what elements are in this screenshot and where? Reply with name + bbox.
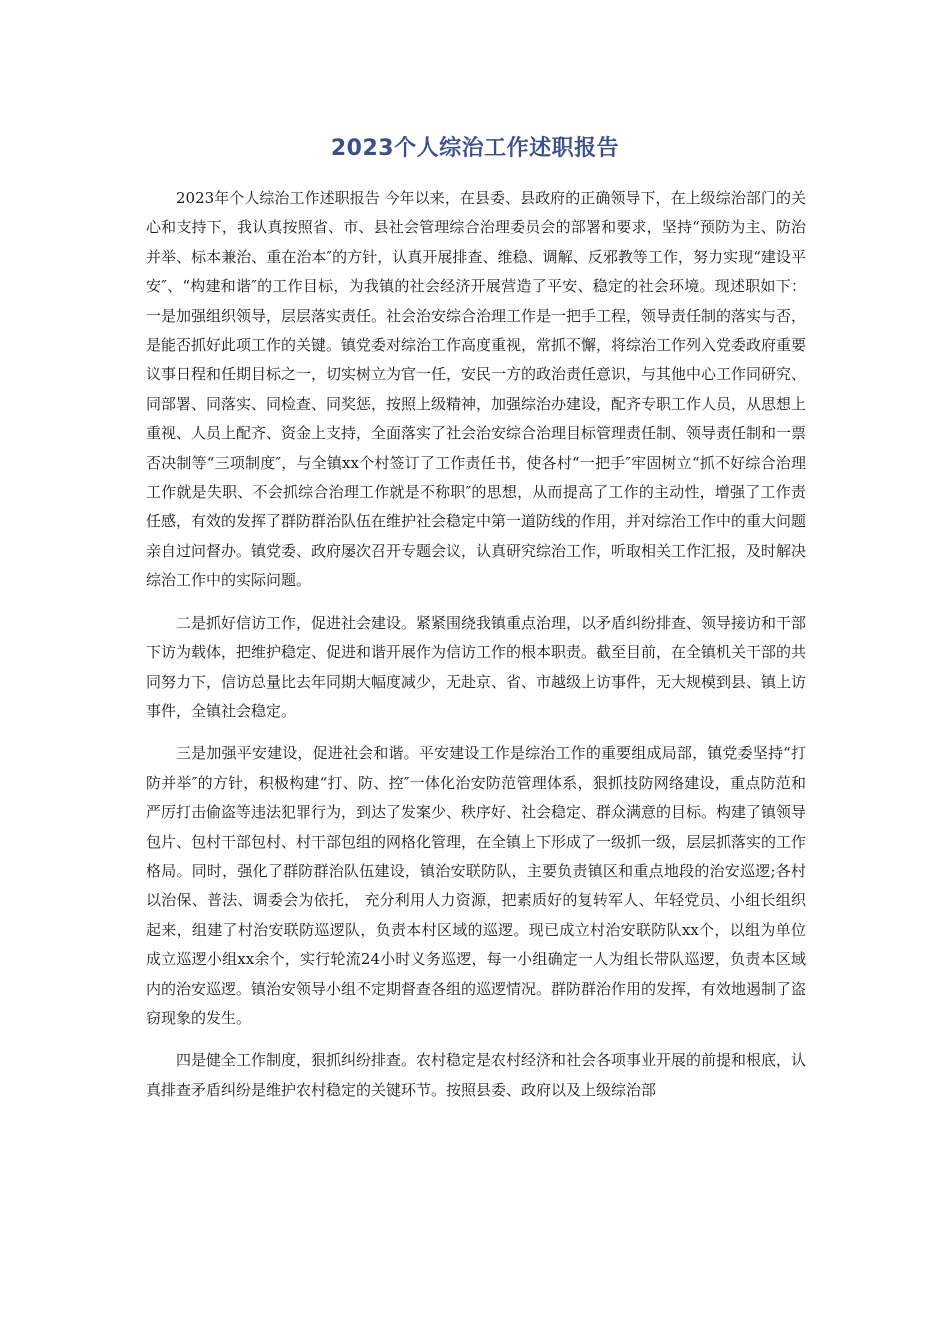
paragraph-4: 四是健全工作制度，狠抓纠纷排查。农村稳定是农村经济和社会各项事业开展的前提和根底，认真排查矛盾纠纷是维护农村稳定的关键环节。按照县委、政府以及上级综治部 (146, 1051, 807, 1099)
paragraph-1: 2023年个人综治工作述职报告 今年以来，在县委、县政府的正确领导下，在上级综治部门的关心和支持下，我认真按照省、市、县社会管理综合治理委员会的部署和要求，坚持“预防为主、防治并举、标本兼治、重在治本″的方针，认真开展排查、维稳、调解、反邪教等工作，努力实现“建设平安″、“构建和谐″的工作目标，为我镇的社会经济开展营造了平安、稳定的社会环境。现述职如下：一是加强组织领导，层层落实责任。社会治安综合治理工作是一把手工程，领导责任制的落实与否，是能否抓好此项工作的关键。镇党委对综治工作高度重视，常抓不懈，将综治工作列入党委政府重要议事日程和任期目标之一，切实树立为官一任，安民一方的政治责任意识，与其他中心工作同研究、同部署、同落实、同检查、同奖惩，按照上级精神，加强综治办建设，配齐专职工作人员，从思想上重视、人员上配齐、资金上支持，全面落实了社会治安综合治理目标管理责任制、领导责任制和一票否决制等“三项制度″，与全镇xx个村签订了工作责任书，使各村“一把手″牢固树立“抓不好综合治理工作就是失职、不会抓综合治理工作就是不称职″的思想，从而提高了工作的主动性，增强了工作责任感，有效的发挥了群防群治队伍在维护社会稳定中第一道防线的作用，并对综治工作中的重大问题亲自过问督办。镇党委、政府屡次召开专题会议，认真研究综治工作，听取相关工作汇报，及时解决综治工作中的实际问题。 (146, 189, 807, 590)
paragraph-3: 三是加强平安建设，促进社会和谐。平安建设工作是综治工作的重要组成局部，镇党委坚持“打防并举″的方针，积极构建“打、防、控″一体化治安防范管理体系，狠抓技防网络建设，重点防范和严厉打击偷盗等违法犯罪行为，到达了发案少、秩序好、社会稳定、群众满意的目标。构建了镇领导包片、包村干部包村、村干部包组的网格化管理，在全镇上下形成了一级抓一级，层层抓落实的工作格局。同时，强化了群防群治队伍建设，镇治安联防队，主要负责镇区和重点地段的治安巡逻;各村以治保、普法、调委会为依托， 充分利用人力资源，把素质好的复转军人、年轻党员、小组长组织起来，组建了村治安联防巡逻队，负责本村区域的巡逻。现已成立村治安联防队xx个，以组为单位成立巡逻小组xx余个，实行轮流24小时义务巡逻，每一小组确定一人为组长带队巡逻，负责本区域内的治安巡逻。镇治安领导小组不定期督查各组的巡逻情况。群防群治作用的发挥，有效地遏制了盗窃现象的发生。 (146, 744, 807, 1027)
document-body (146, 184, 806, 1118)
document-title: 2023个人综治工作述职报告 (330, 136, 620, 161)
paragraph-2: 二是抓好信访工作，促进社会建设。紧紧围绕我镇重点治理，以矛盾纠纷排查、领导接访和干部下访为载体，把维护稳定、促进和谐开展作为信访工作的根本职责。截至目前，在全镇机关干部的共同努力下，信访总量比去年同期大幅度减少，无赴京、省、市越级上访事件，无大规模到县、镇上访事件，全镇社会稳定。 (146, 613, 807, 720)
